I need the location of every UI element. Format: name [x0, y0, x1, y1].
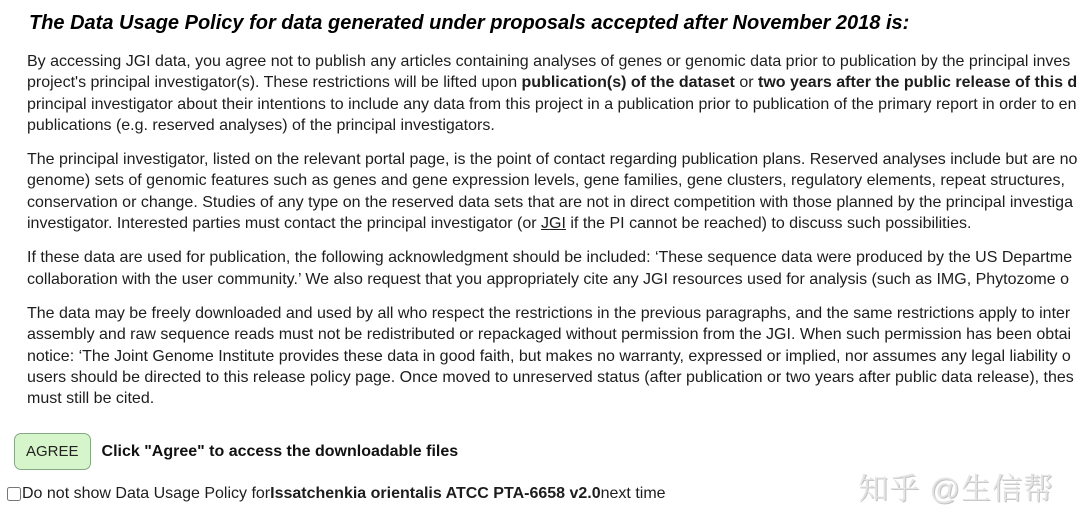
- policy-line: [27, 192, 1080, 213]
- text-segment: notice: ‘The Joint Genome Institute provides these data in good faith, but makes no warranty, expressed or implied, nor assumes any legal liability o: [27, 347, 1071, 365]
- policy-line: [27, 170, 1080, 191]
- text-segment: if the PI cannot be reached) to discuss such possibilities.: [565, 215, 972, 233]
- text-segment: If these data are used for publication, the following acknowledgment should be included: ‘These sequence data were produced by the US Departme: [27, 249, 1073, 267]
- data-usage-policy-page: [0, 12, 1080, 532]
- text-segment: By accessing JGI data, you agree not to publish any articles containing analyses of genes or genomic data prior to publication by the principal inves: [27, 53, 1071, 70]
- dataset-name: Issatchenkia orientalis ATCC PTA-6658 v2.0: [270, 485, 601, 503]
- text-segment: publication(s) of the dataset: [521, 74, 735, 92]
- text-segment: principal investigator about their intentions to include any data from this project in a publication prior to publication of the primary report in order to en: [27, 95, 1077, 113]
- policy-text: [0, 51, 1080, 409]
- agree-row: [14, 433, 1080, 470]
- policy-line: [27, 269, 1080, 290]
- policy-line: [27, 115, 1080, 136]
- policy-line: [27, 72, 1080, 93]
- dont-show-again-row: [7, 485, 1080, 503]
- watermark: 知乎 @生信帮: [858, 473, 1054, 506]
- text-segment: collaboration with the user community.’ We also request that you appropriately cite any JGI resources used for analysis (such as IMG, Phytozome o: [27, 270, 1069, 288]
- policy-line: [27, 388, 1080, 409]
- policy-line: [27, 303, 1080, 324]
- policy-line: [27, 247, 1080, 268]
- text-segment: users should be directed to this release policy page. Once moved to unreserved status (after publication or two years after public data release), thes: [27, 368, 1074, 386]
- policy-paragraph: [0, 247, 1080, 290]
- policy-line: [27, 51, 1080, 72]
- text-segment: The data may be freely downloaded and used by all who respect the restrictions in the previous paragraphs, and the same restrictions apply to inter: [27, 304, 1071, 322]
- text-segment: The principal investigator, listed on the relevant portal page, is the point of contact regarding publication plans. Reserved analyses include but are no: [27, 151, 1078, 169]
- text-segment: assembly and raw sequence reads must not be redistributed or repackaged without permission from the JGI. When such permission has been obtai: [27, 326, 1072, 344]
- text-segment: two years after the public release of this d: [758, 74, 1078, 92]
- text-segment: must still be cited.: [27, 390, 155, 408]
- page-title: The Data Usage Policy for data generated under proposals accepted after November 2018 is:: [29, 12, 910, 34]
- text-segment: conservation or change. Studies of any type on the reserved data sets that are not in direct competition with those planned by the principal investiga: [27, 193, 1073, 211]
- policy-line: [27, 213, 1080, 234]
- agree-instruction: Click "Agree" to access the downloadable files: [101, 442, 459, 460]
- policy-line: [27, 367, 1080, 388]
- text-segment: or: [734, 74, 758, 92]
- dont-show-suffix: next time: [600, 485, 666, 503]
- policy-line: [27, 149, 1080, 170]
- text-segment: project's principal investigator(s). These restrictions will be lifted upon: [27, 74, 522, 92]
- policy-line: [27, 94, 1080, 115]
- text-segment: investigator. Interested parties must contact the principal investigator (or: [27, 215, 542, 233]
- policy-paragraph: [0, 303, 1080, 409]
- dont-show-prefix: Do not show Data Usage Policy for: [22, 485, 271, 503]
- agree-button[interactable]: AGREE: [14, 433, 91, 470]
- policy-paragraph: [0, 149, 1080, 234]
- jgi-link[interactable]: JGI: [541, 215, 566, 233]
- dont-show-again-checkbox[interactable]: [7, 487, 21, 501]
- policy-paragraph: [0, 51, 1080, 136]
- text-segment: genome) sets of genomic features such as genes and gene expression levels, gene families, gene clusters, regulatory elements, repeat structures,: [27, 172, 1065, 190]
- policy-line: [27, 324, 1080, 345]
- text-segment: publications (e.g. reserved analyses) of the principal investigators.: [27, 116, 495, 134]
- policy-line: [27, 346, 1080, 367]
